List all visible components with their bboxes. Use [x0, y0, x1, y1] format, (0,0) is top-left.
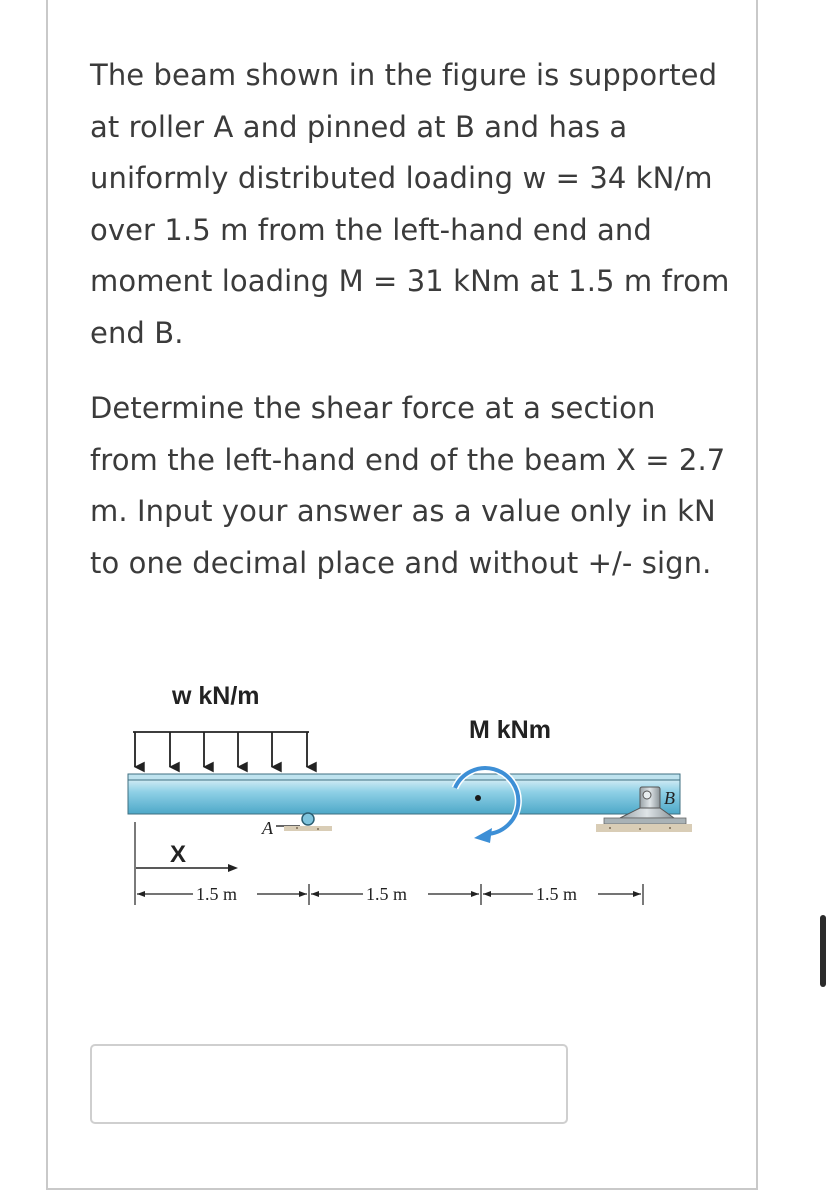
section-x	[136, 841, 238, 872]
support-b-label: B	[664, 788, 675, 808]
question-paragraph-2: Determine the shear force at a section from the left-hand end of the beam X = 2.7 m. Input your answer as a value only in kN to one decimal place and without +/- sign.	[90, 391, 726, 580]
question-paragraph-1: The beam shown in the figure is supported at roller A and pinned at B and has a uniformly distributed loading w = 34 kN/m over 1.5 m from the left-hand end and moment loading M = 31 kNm at 1.5 m from end B.	[90, 58, 730, 350]
distributed-load	[133, 732, 309, 767]
dim-label-2: 1.5 m	[366, 884, 408, 904]
section-x-label: X	[170, 841, 187, 868]
support-a-label: A	[262, 818, 273, 838]
load-label: w kN/m	[172, 682, 260, 710]
scrollbar-thumb[interactable]	[820, 915, 826, 987]
answer-input[interactable]	[90, 1044, 568, 1124]
dim-label-1: 1.5 m	[196, 884, 238, 904]
dim-label-3: 1.5 m	[536, 884, 578, 904]
roller-support-a	[261, 813, 332, 838]
moment-label: M kNm	[469, 716, 551, 744]
beam	[128, 774, 680, 814]
